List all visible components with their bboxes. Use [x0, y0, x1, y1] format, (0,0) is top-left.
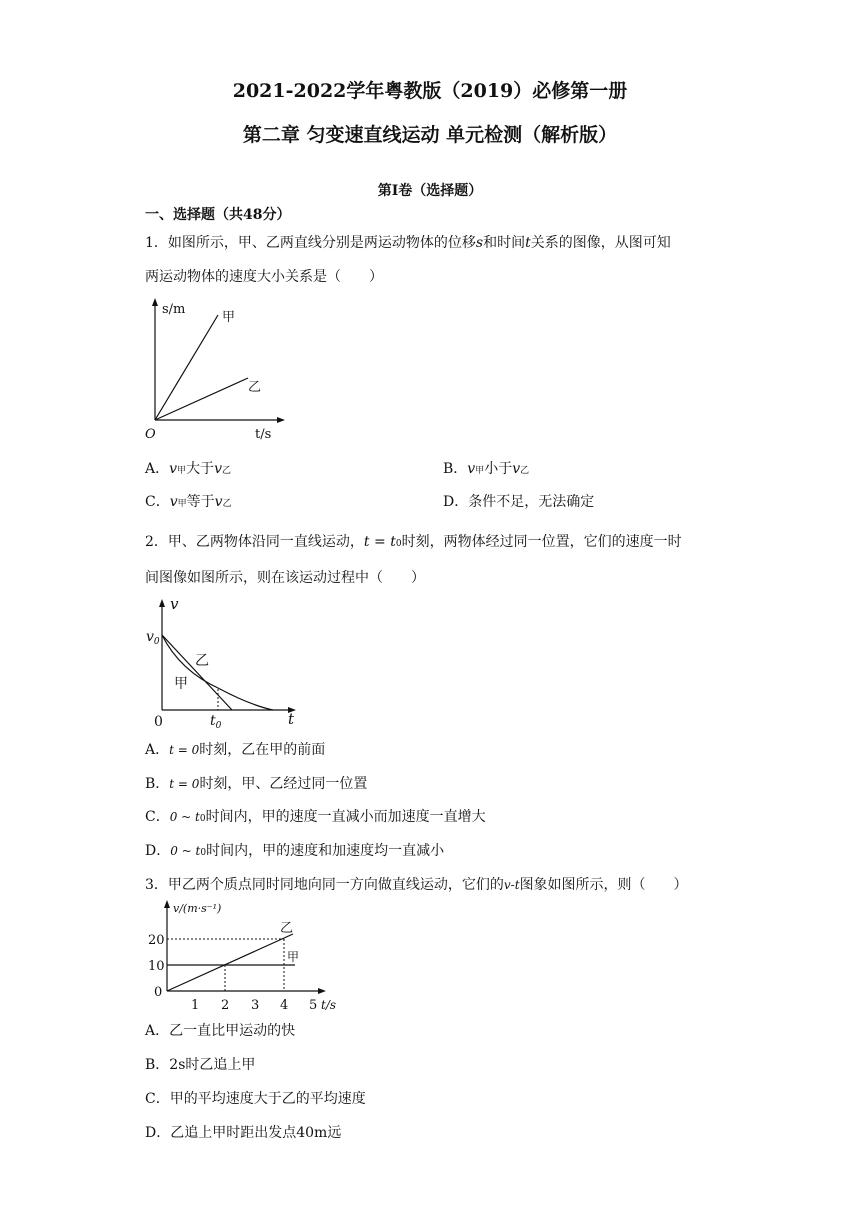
q1-stem-t: t	[525, 235, 531, 251]
q3-x-tick-3: 3	[251, 998, 260, 1013]
option-text: 时间内，甲的速度一直减小而加速度一直增大	[205, 809, 486, 825]
option-prefix: C．	[145, 809, 170, 825]
q3-stem-text: 3．甲乙两个质点同时同地向同一方向做直线运动，它们的	[145, 877, 504, 893]
q2-option-a	[145, 739, 325, 759]
q2-stem-t0: t	[390, 534, 396, 550]
option-text: 时间内，甲的速度和加速度均一直减小	[206, 843, 445, 859]
option-math: t = 0	[169, 777, 200, 791]
option-symbol: v	[169, 494, 178, 510]
q1-stem-s: s	[475, 235, 484, 251]
option-relation: 小于	[484, 461, 513, 477]
q1-x-axis-label: t/s	[255, 427, 272, 442]
option-prefix: D．	[145, 843, 171, 859]
question-1-stem-line2: 两运动物体的速度大小关系是（ ）	[145, 269, 383, 285]
q2-v0-subscript: 0	[153, 637, 160, 647]
q3-x-axis-label: t/s	[321, 998, 337, 1012]
option-prefix: A．	[145, 461, 170, 477]
option-text: 时刻，甲、乙经过同一位置	[199, 776, 368, 792]
option-prefix: D．	[145, 1125, 171, 1141]
q2-origin-label: 0	[154, 714, 163, 730]
q1-stem-text: 1．如图所示，甲、乙两直线分别是两运动物体的位移	[145, 235, 476, 251]
q2-y-axis-label: v	[170, 595, 179, 613]
q2-t0-subscript: 0	[215, 721, 222, 731]
question-3-stem	[145, 874, 688, 894]
option-math: t = 0	[169, 743, 200, 757]
q3-option-a	[145, 1020, 295, 1040]
q1-option-b	[443, 458, 529, 478]
option-math: 0 ~ t	[170, 844, 201, 858]
document-title-line1: 2021-2022学年粤教版（2019）必修第一册	[232, 80, 628, 102]
q3-y-axis-label	[173, 902, 221, 915]
option-math-subscript: 0	[199, 814, 206, 824]
option-text: 条件不足，无法确定	[468, 494, 595, 510]
q2-v0-label	[146, 629, 160, 647]
option-relation: 大于	[186, 461, 215, 477]
q1-stem-text: 和时间	[483, 235, 526, 251]
option-symbol: v	[512, 461, 521, 477]
option-prefix: D．	[443, 494, 469, 510]
q2-stem-text: 2．甲、乙两物体沿同一直线运动，	[145, 534, 364, 550]
option-text: 乙一直比甲运动的快	[169, 1023, 296, 1039]
q3-x-tick-2: 2	[221, 998, 230, 1013]
option-prefix: B．	[145, 1057, 170, 1073]
option-subscript: 甲	[177, 466, 187, 476]
option-text: 2s时乙追上甲	[169, 1057, 256, 1073]
q3-line-yi	[167, 934, 293, 991]
option-prefix: A．	[145, 1023, 170, 1039]
q1-line-jia	[155, 315, 218, 420]
q2-option-c	[145, 806, 486, 826]
question-2-stem-line1	[145, 531, 682, 551]
q3-stem-vt: v-t	[503, 878, 520, 892]
option-prefix: C．	[145, 494, 170, 510]
option-relation: 等于	[186, 494, 215, 510]
q3-x-tick-4: 4	[280, 998, 289, 1013]
q3-option-c	[145, 1088, 366, 1108]
q3-x-tick-1: 1	[191, 998, 200, 1013]
option-text: 甲的平均速度大于乙的平均速度	[169, 1091, 366, 1107]
q3-y-axis-text: v/(m·s⁻¹)	[173, 902, 222, 915]
q1-label-jia: 甲	[222, 310, 236, 325]
q2-x-axis-label: t	[288, 710, 295, 728]
q2-t0-symbol: t	[210, 713, 216, 729]
q1-stem-text: 关系的图像，从图可知	[530, 235, 671, 251]
q2-t0-label	[210, 713, 222, 731]
option-subscript: 甲	[177, 499, 187, 509]
q1-y-axis-label: s/m	[162, 302, 186, 317]
option-prefix: B．	[145, 776, 170, 792]
q2-y-arrow	[159, 599, 165, 607]
q3-label-yi: 乙	[280, 921, 294, 936]
q1-origin-label: O	[145, 427, 156, 442]
q2-stem-eq: =	[369, 534, 391, 550]
option-subscript: 乙	[520, 466, 530, 476]
q3-stem-text: 图象如图所示，则（ ）	[519, 877, 688, 893]
q1-option-d	[443, 491, 594, 511]
q1-y-arrow	[152, 298, 158, 306]
option-symbol: v	[214, 494, 223, 510]
option-subscript: 乙	[221, 466, 231, 476]
q3-y-tick-20: 20	[148, 933, 165, 948]
q2-option-b	[145, 773, 367, 793]
section-title: 一、选择题（共48分）	[145, 207, 291, 223]
option-math: 0 ~ t	[169, 810, 200, 824]
option-text: 乙追上甲时距出发点40m远	[170, 1125, 342, 1141]
q3-option-b	[145, 1054, 255, 1074]
option-math-subscript: 0	[200, 848, 207, 858]
question-1-stem-line1	[145, 232, 671, 252]
q2-line-yi	[162, 635, 232, 710]
q2-option-d	[145, 840, 444, 860]
q3-y-tick-10: 10	[148, 959, 165, 974]
option-prefix: B．	[443, 461, 468, 477]
question-2-stem-line2: 间图像如图所示，则在该运动过程中（ ）	[145, 570, 425, 586]
q2-stem-subscript: 0	[395, 539, 402, 549]
q3-x-tick-5: 5	[309, 998, 318, 1013]
q1-line-yi	[155, 378, 248, 420]
option-symbol: v	[467, 461, 476, 477]
q3-option-d	[145, 1122, 341, 1142]
q2-stem-t: t	[363, 534, 370, 550]
q3-x-arrow	[318, 988, 326, 994]
q2-vt-graph	[140, 593, 315, 733]
q2-v0-symbol: v	[146, 629, 154, 645]
part-title: 第Ⅰ卷（选择题）	[377, 183, 483, 199]
q3-label-jia: 甲	[287, 950, 300, 964]
option-subscript: 甲	[475, 466, 485, 476]
q3-origin-label: 0	[154, 985, 163, 1000]
q2-stem-text: 时刻，两物体经过同一位置，它们的速度一时	[401, 534, 682, 550]
q3-y-arrow	[164, 900, 170, 908]
option-symbol: v	[169, 461, 178, 477]
q1-option-c	[145, 491, 232, 511]
option-text: 时刻，乙在甲的前面	[199, 742, 326, 758]
q1-x-arrow	[277, 417, 285, 423]
q2-label-jia: 甲	[174, 676, 188, 692]
q1-label-yi: 乙	[248, 380, 262, 395]
q1-st-graph	[140, 295, 300, 445]
option-prefix: C．	[145, 1091, 170, 1107]
option-prefix: A．	[145, 742, 170, 758]
q3-vt-graph	[140, 896, 350, 1011]
document-title-line2: 第二章 匀变速直线运动 单元检测（解析版）	[242, 124, 618, 146]
q1-option-a	[145, 458, 231, 478]
option-symbol: v	[214, 461, 222, 477]
option-subscript: 乙	[222, 499, 232, 509]
q2-label-yi: 乙	[195, 653, 209, 669]
